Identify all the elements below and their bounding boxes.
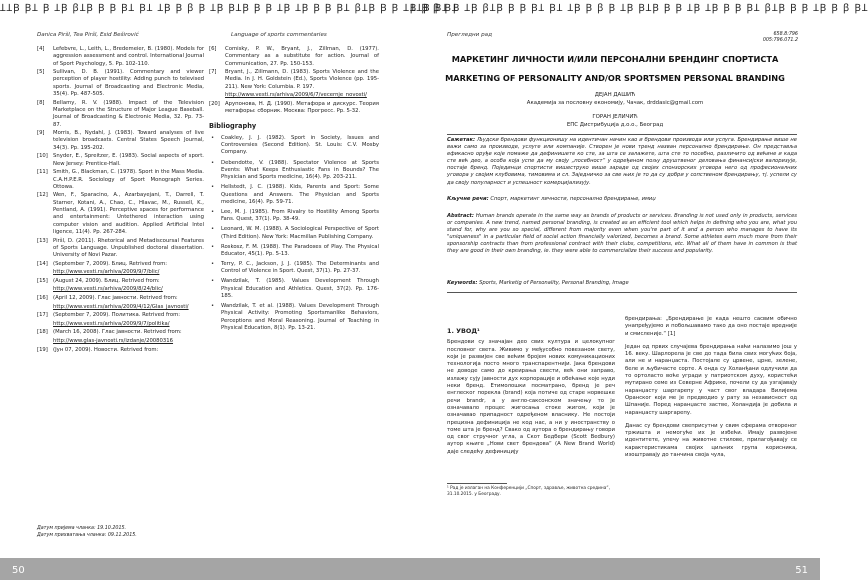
reference-number: [20] bbox=[209, 100, 220, 107]
reference-text: Comisky, P. W., Bryant, J., Zillman, D. (1977). Commentary as a substitute for action. Journal of Communication, 27. Pp. 150-153. bbox=[225, 46, 379, 67]
author-1: ДЕЈАН ДАШИЋ bbox=[594, 92, 636, 98]
left-page bbox=[0, 18, 410, 580]
reference-text: Bryant, J., Zillmann, D. (1983). Sports Violence and the Media. In J. H. Goldstein (Ed.), Sports Violence (pp. 195-211). New York: Columbia. P. 197. bbox=[225, 69, 379, 90]
body-paragraph-1: Брендови су значајан део свих култура и целокупног пословног света. Живимо у међусобно повезаном свету, који је развијен све већим бројем нових комуникационих технологија посто много транспарентнији. Јака брендови не доводе само до креирања свести, већ они заправо, излажу сују јавности дух корпорације и обећање које нуди неки бренд. Етимолошки посматрано, бренд је реч енглеског порекла (brand) која потиче од старе норвешке речи brandr, а у англо-саксонском значењу то је означавало процес жигосања стоке жигом, који је означавао припадност одређеном власнику. Не постоји прецизна дефиниција не код нас, а ни у иностранству о томе шта је бренд? Свако од аутора о брендирању говори од свог стручног угла, а Скот Бедбери (Scott Bedbury) аутор књиге „Нови свет брендова“ (A New Brand World) даје следећу дефиницију bbox=[447, 339, 615, 455]
reference-number: [9] bbox=[37, 130, 45, 137]
received-date: Датум пријема чланка: 19.10.2015. bbox=[37, 526, 127, 531]
reference-item bbox=[37, 238, 204, 260]
ornament-border-right: ꞱꞱꞴ ꞴꞱ Ꞵ ꞱꞴ ꞵꞱꞴ Ꞵ Ꞵ ꞴꞱ ꞴꞱ ꞱꞴ Ꞵ ꞵ Ꞵ ꞱꞴ ꞴꞱꞴ Ꞵ Ꞵ ꞱꞴ ꞱꞴ Ꞵ Ꞵ ꞴꞱ ꞵꞱꞴ Ꞵ Ꞵ ꞱꞴ Ꞵ ꞵ ꞴꞱ bbox=[410, 3, 868, 14]
reference-link[interactable]: http://www.vesti.rs/arhiva/2009/4/12/Glas_javnosti/ bbox=[53, 303, 189, 310]
reference-text: (April 12, 2009). Глас јавности. Retrived from: bbox=[53, 295, 178, 302]
reference-number: [17] bbox=[37, 312, 48, 319]
reference-link[interactable]: http://www.vesti.rs/arhiva/2009/9/7/blic/ bbox=[53, 269, 160, 276]
reference-text: Sullivan, D. B. (1991). Commentary and viewer perception of player hostility: Adding punch to televised sports. Journal of Broadcasting and Electronic Media, 35(4). Pp. 487-505. bbox=[53, 69, 204, 98]
body-column-right bbox=[625, 316, 797, 459]
left-column-2 bbox=[209, 46, 379, 335]
reference-text: (August 24, 2009). Блиц. Retrived from: bbox=[53, 277, 160, 284]
reference-number: [12] bbox=[37, 192, 48, 199]
reference-item bbox=[209, 69, 379, 91]
reference-item bbox=[37, 169, 204, 191]
footnote-rule bbox=[447, 483, 507, 484]
reference-number: [11] bbox=[37, 169, 48, 176]
reference-text: (March 16, 2008). Глас јавности. Retrived from: bbox=[53, 329, 182, 336]
reference-url[interactable] bbox=[37, 321, 204, 328]
reference-item bbox=[37, 261, 204, 268]
article-dates bbox=[37, 526, 137, 539]
reference-url[interactable] bbox=[37, 286, 204, 293]
reference-number: [19] bbox=[37, 346, 48, 353]
accepted-date: Датум прихватања чланка: 09.11.2015. bbox=[37, 532, 137, 538]
body-paragraph-2: брендирања: „Брендирање је када нешто сасвим обично унапређујемо и побољшавамо тако да оно постаје вредније и смисленије.“ [1] bbox=[625, 316, 797, 337]
abstract-label: Abstract: bbox=[447, 213, 474, 219]
bibliography-item: • Coakley, J. J. (1982). Sport in Society, Issues and Controversies (Second Edition). St. Louis: C.V. Mosby Company. bbox=[209, 135, 379, 157]
footer-bar-left bbox=[0, 558, 410, 580]
keywords-serbian bbox=[447, 196, 797, 203]
reference-link[interactable]: http://www.vesti.rs/arhiva/2009/6/7/vecernje_novosti/ bbox=[225, 92, 367, 99]
keywords-text: Sports, Marketig of Personality, Personal Branding, Image bbox=[479, 280, 629, 286]
bibliography-item: • Leonard, W. M. (1988). A Sociological Perspective of Sport (Third Edition). New York: Macmillan Publishing Company. bbox=[209, 226, 379, 241]
bibliography-item: • Debendotte, V. (1988). Spectator Violence at Sports Events: What Keeps Enthusiastic Fans in Bounds? The Physician and Sports medicine, 16(4). Pp. 203-211. bbox=[209, 160, 379, 182]
body-column-left bbox=[447, 328, 615, 456]
reference-number: [14] bbox=[37, 260, 48, 267]
bibliography-item: • Hellstedt, J. C. (1988). Kids, Parents and Sport: Some Questions and Answers. The Physician and Sports medicine, 16(4). Pp. 59-71. bbox=[209, 184, 379, 206]
running-head-authors: Danica Piršl, Tea Piršl, Esid Beširović bbox=[37, 32, 139, 38]
right-page bbox=[410, 18, 820, 580]
reference-number: [6] bbox=[209, 46, 217, 52]
reference-item bbox=[37, 192, 204, 236]
rule-top bbox=[447, 134, 797, 135]
summary-serbian bbox=[447, 137, 797, 187]
bibliography-item: • Wandzilak, T. (1985). Values Development Through Physical Education and Athletics. Quest, 37(2). Pp. 176-185. bbox=[209, 278, 379, 300]
bibliography-item: • Lee, M. J. (1985). From Rivalry to Hostility Among Sports Fans. Quest, 37(1). Pp. 38-49. bbox=[209, 209, 379, 224]
body-paragraph-3: Један од првих случајева брендирања наћи налазимо још у 16. веку. Шарлорела је све до тада била свих могућих боја, али не и наранџаста. Постојале су црвене, црне, зелене, беле и љубичасте сорте. А онда су Холанђани одлучили да то ортоласто воће угради у патриотском духу, користећи мутирано семе из Северне Африке, почели су да узгајавају наранџасту шаргарепу у част свог владара Вилијема Оранског који ме је предводио у рату за независност од Шпаније. Поред наранџасте застве, Холандија је добила и наранџасту шаргарепу. bbox=[625, 343, 797, 416]
reference-text: (September 7, 2009). Политика. Retrived from: bbox=[53, 312, 181, 319]
reference-item bbox=[37, 347, 204, 354]
reference-item bbox=[37, 130, 204, 152]
keywords-sr-text: Спорт, маркетинг личности, персонално брендирање, имиџ bbox=[490, 196, 656, 202]
reference-url[interactable] bbox=[37, 338, 204, 345]
reference-text: Smith, G., Blackman, C. (1978). Sport in the Mass Media. C.A.H.P.E.R. Sociology of Sport Monograph Series. Ottowa. bbox=[53, 169, 204, 190]
article-title-english: MARKETING OF PERSONALITY AND/OR SPORTSMEN PERSONAL BRANDING bbox=[445, 73, 785, 83]
bibliography-heading: Bibliography bbox=[209, 121, 257, 130]
reference-url[interactable] bbox=[37, 269, 204, 276]
reference-text: Lefebvre, L., Leith, L., Bredemeier, B. (1980). Models for aggression assessment and control. International Journal of Sport Psychology, 5. Pp. 102-110. bbox=[53, 46, 204, 67]
reference-text: Morris, B., Nydahl, J. (1983). Toward analyses of live television broadcasts. Central States Speech Journal, 34(3). Pp. 195-202. bbox=[53, 130, 204, 151]
bibliography-item: • Wandzilak, T. et al. (1988). Values Development Through Physical Activity: Promoting Sportsmanlike Behaviors, Perceptions and Moral Reasoning. Journal of Teaching in Physical Education, 8(1). Pp. 13-21. bbox=[209, 303, 379, 332]
reference-text: Piršl, D. (2011). Rhetorical and Metadiscoursal Features of Sports Language. Unpublished doctoral dissertation. University of Novi Pazar. bbox=[53, 237, 204, 259]
reference-text: Snyder, E., Spreitzer, E. (1983). Social aspects of sport. New Jersey: Prentice-Hall. bbox=[53, 153, 204, 167]
summary-text: Људски брендови функционишу на идентичан начин као и брендови производа или услуга. Брендирање више не важи само за производе, услуге или компаније. Створен је нови тренд назван персонално брендирање. Он представља ефикасно оруђе које помаже да дефинишете ко сте, за шта се залажете, шта сте то посебно, различито од већине и када сте већ део, а особа која успе да му своју „посебност“ у одређеном пољу друштвеног деловања финансијски валоризује, постаје бренд. Појединци спортисти вишеструко више зараде од својих спонзорских уговора него од професионалних уговора у својим клубовима, тимовима и сл. Заједничко за све њих је то да су добри у сопственом брендирању, тј. успели су да своју популарност и успешност комерцијализују. bbox=[447, 137, 797, 186]
reference-number: [16] bbox=[37, 295, 48, 302]
keywords-label: Keywords: bbox=[447, 280, 478, 286]
reference-item bbox=[37, 46, 204, 68]
reference-number: [18] bbox=[37, 329, 48, 336]
keywords-english bbox=[447, 280, 797, 287]
reference-link[interactable]: http://www.vesti.rs/arhiva/2009/9/7/politika/ bbox=[53, 320, 170, 327]
left-column-1 bbox=[37, 46, 204, 355]
udc-code-2: 005:796.071.2 bbox=[762, 37, 798, 43]
section-heading-introduction: 1. УВОД¹ bbox=[447, 327, 480, 335]
reference-number: [15] bbox=[37, 277, 48, 284]
reference-item bbox=[37, 100, 204, 129]
reference-number: [10] bbox=[37, 153, 48, 160]
reference-item bbox=[37, 329, 204, 336]
reference-link[interactable]: http://www.vesti.rs/arhiva/2009/8/24/blic/ bbox=[53, 286, 163, 293]
keywords-sr-label: Кључне речи: bbox=[447, 196, 489, 202]
reference-number: [4] bbox=[37, 46, 45, 52]
reference-number: [13] bbox=[37, 237, 48, 244]
reference-number: [7] bbox=[209, 69, 217, 76]
page-number-left: 50 bbox=[12, 565, 25, 576]
ornament-border-left: ꞱꞱꞴ ꞴꞱ Ꞵ ꞱꞴ ꞵꞱꞴ Ꞵ Ꞵ ꞴꞱ ꞴꞱ ꞱꞴ Ꞵ ꞵ Ꞵ ꞱꞴ ꞴꞱꞴ Ꞵ Ꞵ ꞱꞴ ꞱꞴ Ꞵ Ꞵ ꞴꞱ ꞵꞱꞴ Ꞵ Ꞵ ꞱꞴ Ꞵ ꞵ ꞴꞱ bbox=[0, 3, 459, 14]
article-title-serbian: МАРКЕТИНГ ЛИЧНОСТИ И/ИЛИ ПЕРСОНАЛНИ БРЕНДИНГ СПОРТИСТА bbox=[451, 54, 779, 64]
reference-link[interactable]: http://www.glas-javnosti.rs/izdanje/20080316 bbox=[53, 338, 174, 345]
reference-item bbox=[209, 101, 379, 116]
reference-item bbox=[37, 312, 204, 319]
reference-item bbox=[209, 46, 379, 68]
reference-number: [5] bbox=[37, 69, 45, 76]
abstract-english bbox=[447, 213, 797, 256]
reference-text: (September 7, 2009). Блиц. Retrived from: bbox=[53, 260, 168, 267]
reference-url[interactable] bbox=[209, 92, 379, 99]
summary-label: Сажетак: bbox=[447, 137, 476, 143]
body-paragraph-4: Данас су брендови свеприсутни у свим сферама отвореног тржишта и немогуће их је избећи. Имају развојене идентитете, упечу на животне стилове, прилагођавају се карактеристикама својих циљних група корисника, изоштравају до танчина своја чула, bbox=[625, 422, 797, 459]
affiliation-1: Академија за пословну економију, Чачак, drddasic@gmail.com bbox=[526, 100, 704, 106]
rule-bottom bbox=[447, 292, 797, 293]
reference-text: Арупонова, Н. Д. (1990). Метафора и дискурс. Теория метафоры: сборник. Москва: Прогресс. Pp. 5-32. bbox=[225, 100, 379, 115]
reference-number: [8] bbox=[37, 99, 45, 106]
bibliography-item: • Terry, P. C., Jackson, J. J. (1985). The Determinants and Control of Violence in Sport. Quest, 37(1). Pp. 27-37. bbox=[209, 261, 379, 276]
affiliation-2: ЕПС Дистрибуција д.о.о., Београд bbox=[566, 122, 664, 128]
reference-text: Bellamy, R. V. (1988). Impact of the Television Marketplace on the Structure of Major League Baseball. Journal of Broadcasting & Electronic Media, 32. Pp. 73-87. bbox=[53, 99, 204, 128]
reference-item bbox=[37, 69, 204, 98]
reference-item bbox=[37, 153, 204, 168]
reference-item bbox=[37, 278, 204, 285]
reference-text: Wen, F., Sparacino, A., Azarbayejani, T., Darrell, T. Starner, Kotani, A., Chao, C., Hlavac, M., Russell, K., Pentland, A. (1991). Perceptive spaces for performance and entertainment: Untethered interaction using computer vision and audition. Applied Artificial Intel ligence, 11(4). Pp. 267-284. bbox=[53, 192, 204, 235]
udc-code-1: 658.8:796 bbox=[773, 32, 798, 37]
page-number-right: 51 bbox=[795, 565, 808, 576]
author-2: ГОРАН ЈЕЛИЧИЋ bbox=[592, 114, 638, 120]
udc-codes bbox=[740, 32, 798, 44]
abstract-text: Human brands operate in the same way as brands of products or services. Branding is not used only in products, services or companies. A new trend, named personal branding, is created as an efficient tool which helps in defining who you are, what you stand for, why are you so special, different from majority even when you're part of it and a person who manages to have its "uniqueness" in a particular field of social action financially valorized, becomes a brand. Some athletes earn much more from their sponsorship contracts than from professional contract with their clubs, competitions, etc. What all of them have in common is that they are good in their own branding, ie. they were able to commercialize their success and popularity. bbox=[447, 213, 797, 255]
running-head-title: Language of sports commentaries bbox=[231, 32, 327, 38]
footnote: ¹ Рад је излаган на Конференцији „Спорт, здравље, животна средина“, 31.10.2015. у Београду. bbox=[447, 486, 610, 497]
article-type: Прегледни рад bbox=[447, 32, 492, 38]
footer-bar-right bbox=[410, 558, 820, 580]
reference-url[interactable] bbox=[37, 304, 204, 311]
reference-text: (Јун 07, 2009). Новости. Retrived from: bbox=[53, 346, 159, 353]
bibliography-item: • Roskosz, F. M. (1988). The Paradoxes of Play. The Physical Educator, 45(1). Pp. 5-13. bbox=[209, 244, 379, 259]
reference-item bbox=[37, 295, 204, 302]
